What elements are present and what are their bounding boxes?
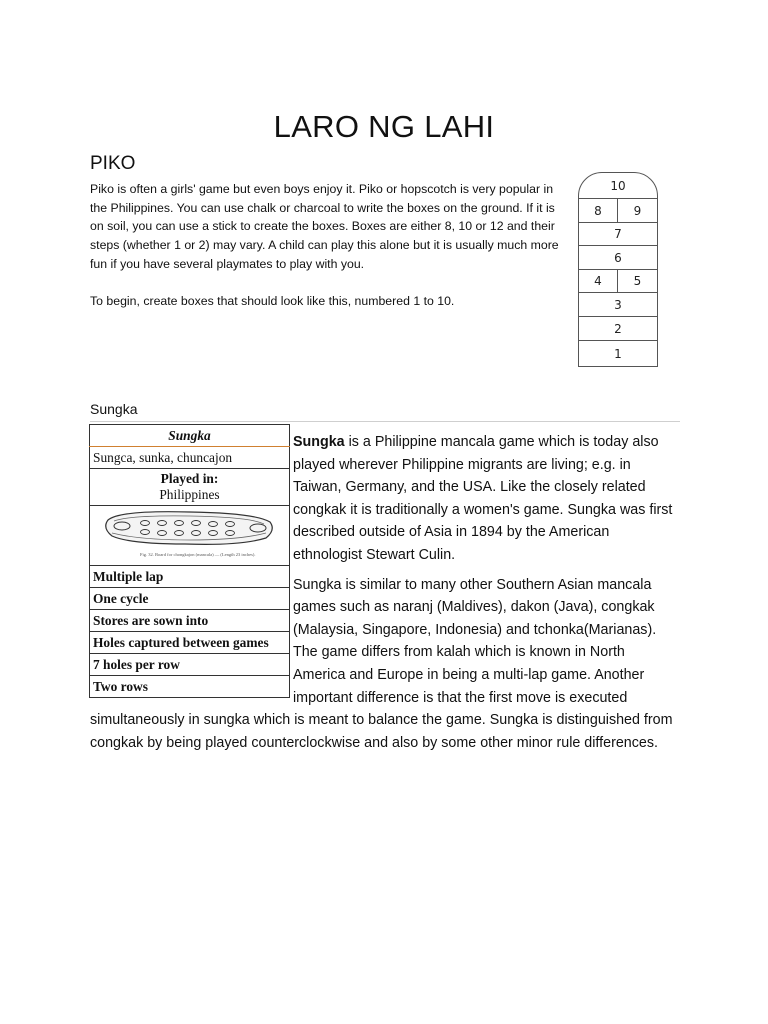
- hop-box-2: 2: [578, 316, 658, 341]
- piko-heading: PIKO: [90, 153, 136, 174]
- sungka-heading: Sungka: [90, 401, 138, 417]
- hop-box-7: 7: [578, 222, 658, 246]
- played-in-label: Played in:: [160, 471, 219, 486]
- hop-box-4: 4: [578, 269, 618, 293]
- feature-row: One cycle: [90, 588, 290, 610]
- hopscotch-diagram: [578, 172, 658, 368]
- sungka-lead-term: Sungka: [293, 434, 345, 450]
- piko-description: [90, 180, 560, 311]
- page-title: LARO NG LAHI: [273, 108, 495, 144]
- hop-box-6: 6: [578, 245, 658, 270]
- sungka-article: [90, 431, 680, 754]
- hop-box-1: 1: [578, 340, 658, 367]
- hop-box-10: 10: [578, 172, 658, 199]
- feature-row: Holes captured between games: [90, 632, 290, 654]
- board-image-caption: Fig. 32. Board for chongkajon (mancala) — (Length 23 inches).: [140, 552, 256, 557]
- hop-box-8: 8: [578, 198, 618, 223]
- infobox-names: Sungca, sunka, chuncajon: [90, 447, 290, 469]
- piko-paragraph-2: To begin, create boxes that should look like this, numbered 1 to 10.: [90, 294, 455, 309]
- sungka-paragraph-1-text: is a Philippine mancala game which is today also played wherever Philippine migrants are living; e.g. in Taiwan, Germany, and the USA. Like the closely related congkak it is traditionally a women's game. Sungka was first described outside of Asia in 1894 by the American ethnologist Stewart Culin.: [293, 434, 673, 563]
- hop-box-9: 9: [617, 198, 658, 223]
- hop-box-5: 5: [617, 269, 658, 293]
- feature-row: Two rows: [90, 676, 290, 698]
- feature-row: 7 holes per row: [90, 654, 290, 676]
- hop-box-3: 3: [578, 292, 658, 317]
- section-divider: [90, 421, 680, 422]
- piko-paragraph-1: Piko is often a girls' game but even boys enjoy it. Piko or hopscotch is very popular in the Philippines. You can use chalk or charcoal to write the boxes on the ground. If it is on soil, you can use a stick to create the boxes. Boxes are either 8, 10 or 12 and their steps (whether 1 or 2) may vary. A child can play this alone but it is usually much more fun if you have several playmates to play with you.: [90, 182, 559, 271]
- feature-row: Multiple lap: [90, 566, 290, 588]
- feature-row: Stores are sown into: [90, 610, 290, 632]
- infobox-caption: Sungka: [90, 425, 290, 447]
- sungka-paragraph-2: Sungka is similar to many other Southern Asian mancala games such as naranj (Maldives), dakon (Java), congkak (Malaysia, Singapore, Indonesia) and tchonka(Marianas). The game differs from kalah which is known in North America and Europe in being a multi-lap game. Another important difference is that the first move is executed simultaneously in sungka which is meant to balance the game. Sungka is distinguished from congkak by being played counterclockwise and also by some other minor rule differences.: [90, 576, 673, 751]
- played-in-value: Philippines: [159, 487, 220, 502]
